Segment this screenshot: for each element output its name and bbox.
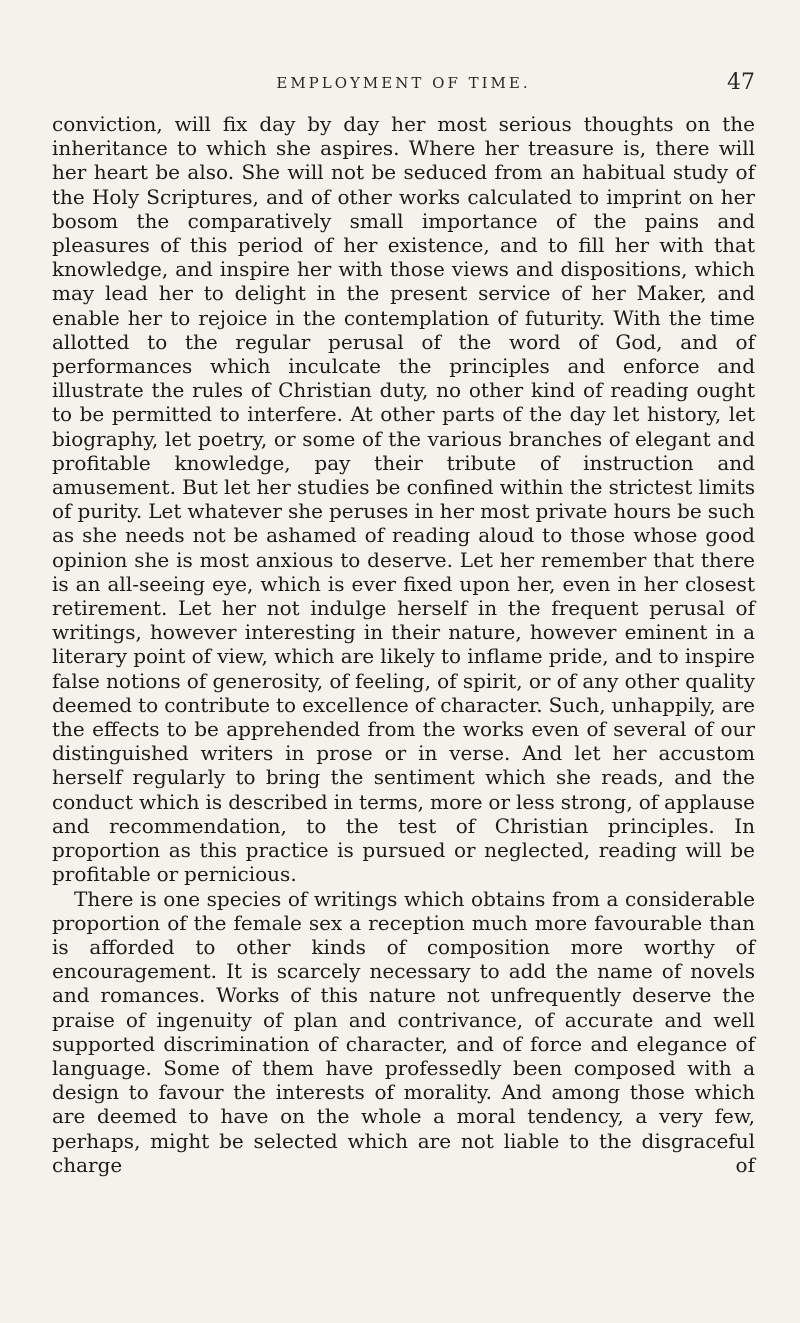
body-text: [52, 112, 755, 1177]
running-head: [52, 70, 755, 102]
page-number: 47: [727, 70, 755, 95]
running-title: EMPLOYMENT OF TIME.: [276, 74, 531, 92]
paragraph: There is one species of writings which obtains from a considerable proportion of the female sex a reception much more favourable than is afforded to other kinds of composition more worthy of encouragement. It is scarcely necessary to add the name of novels and romances. Works of this nature not unfrequently deserve the praise of ingenuity of plan and contrivance, of accurate and well supported discrimination of character, and of force and elegance of language. Some of them have professedly been composed with a design to favour the interests of morality. And among those which are deemed to have on the whole a moral tendency, a very few, perhaps, might be selected which are not liable to the disgraceful charge of: [52, 886, 755, 1177]
paragraph: conviction, will fix day by day her most serious thoughts on the inheritance to which she aspires. Where her treasure is, there will her heart be also. She will not be seduced from an habitual study of the Holy Scriptures, and of other works calculated to imprint on her bosom the comparatively small importance of the pains and pleasures of this period of her existence, and to fill her with that knowledge, and inspire her with those views and dispositions, which may lead her to delight in the present service of her Maker, and enable her to rejoice in the contemplation of futurity. With the time allotted to the regular perusal of the word of God, and of performances which inculcate the principles and enforce and illustrate the rules of Christian duty, no other kind of reading ought to be permitted to interfere. At other parts of the day let history, let biography, let poetry, or some of the various branches of elegant and profitable knowledge, pay their tribute of instruction and amusement. But let her studies be confined within the strictest limits of purity. Let whatever she peruses in her most private hours be such as she needs not be ashamed of reading aloud to those whose good opinion she is most anxious to deserve. Let her remember that there is an all-seeing eye, which is ever fixed upon her, even in her closest retirement. Let her not indulge herself in the frequent perusal of writings, however interesting in their nature, however eminent in a literary point of view, which are likely to inflame pride, and to inspire false notions of generosity, of feeling, of spirit, or of any other quality deemed to contribute to excellence of character. Such, unhappily, are the effects to be apprehended from the works even of several of our distinguished writers in prose or in verse. And let her accustom herself regularly to bring the sentiment which she reads, and the conduct which is described in terms, more or less strong, of applause and recommendation, to the test of Christian principles. In proportion as this practice is pursued or neglected, reading will be profitable or pernicious.: [52, 112, 755, 887]
